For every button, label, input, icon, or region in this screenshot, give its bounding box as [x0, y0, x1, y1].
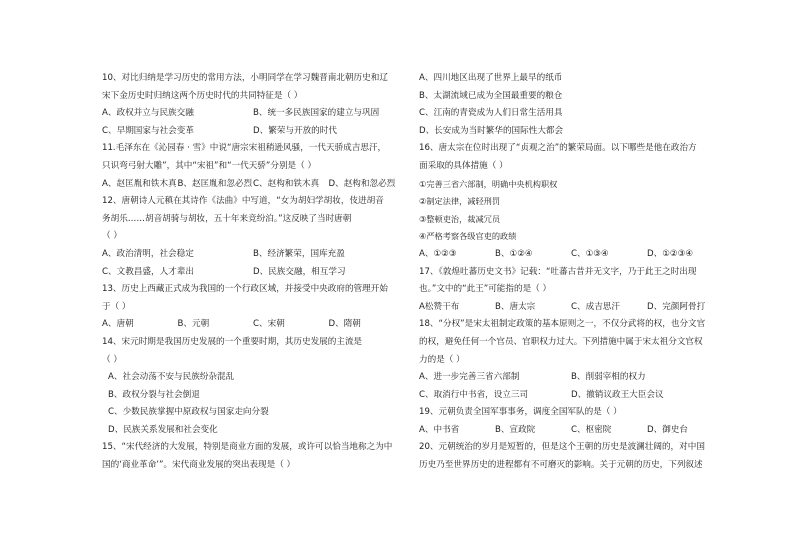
- question-17-option-a[interactable]: A松赞干布: [419, 301, 460, 312]
- question-12-option-d[interactable]: D、民族交融，相互学习: [253, 266, 346, 277]
- question-12-line-1: 12、唐朝诗人元稹在其诗作《法曲》中写道，“女为胡妇学胡妆，伎进胡音: [102, 196, 384, 207]
- question-10-option-d[interactable]: D、繁荣与开放的时代: [253, 125, 337, 136]
- question-16-options: [419, 246, 723, 264]
- question-19-option-a[interactable]: A、中书省: [419, 424, 460, 435]
- question-11-options: [102, 176, 404, 194]
- question-20-line-1: 20、元朝统治的岁月是短暂的，但是这个王朝的历史是波澜壮阔的，对中国: [419, 442, 705, 453]
- question-10-line-2: 宋下金历史时归纳这两个历史时代的共同特征是（ ）: [102, 90, 303, 101]
- question-17-option-b[interactable]: B、唐太宗: [495, 301, 536, 312]
- question-16-statement-3: ③整顿吏治，裁减冗员: [419, 213, 501, 224]
- question-10-option-b[interactable]: B、统一多民族国家的建立与巩固: [253, 108, 380, 119]
- question-17-line-1: 17、《敦煌吐蕃历史文书》记载：“吐蕃古昔并无文字，乃于此王之时出现: [419, 266, 697, 277]
- question-15-line-2: 国的‘商业革命’”。宋代商业发展的突出表现是（ ）: [102, 460, 296, 471]
- question-16-option-a[interactable]: A、①②③: [419, 248, 457, 259]
- question-19-line-1: 19、元朝负责全国军事事务，调度全国军队的是（ ）: [419, 407, 622, 418]
- question-18-line-3: 力的是（ ）: [419, 354, 465, 365]
- left-column: [102, 70, 404, 475]
- question-14-option-d[interactable]: D、民族关系发展和社会变化: [108, 424, 218, 435]
- question-11-option-a[interactable]: A、赵匡胤和铁木真: [102, 178, 177, 189]
- question-18-line-1: 18、“分权”是宋太祖制定政策的基本原则之一，不仅分武将的权，也分文官: [419, 319, 706, 330]
- question-14-line-2: （ ）: [102, 354, 122, 365]
- question-19-option-c[interactable]: C、枢密院: [571, 424, 612, 435]
- question-12-option-a[interactable]: A、政治清明，社会稳定: [102, 248, 194, 259]
- question-18-options-row-1: [419, 369, 723, 387]
- question-12-line-3: （ ）: [102, 231, 122, 242]
- question-18-options-row-2: [419, 387, 723, 405]
- question-19-options: [419, 422, 723, 440]
- question-10-line-1: 10、对比归纳是学习历史的常用方法，小明同学在学习魏晋南北朝历史和辽: [102, 73, 388, 83]
- question-12-option-b[interactable]: B、经济繁荣，国库充盈: [253, 248, 345, 259]
- question-13-option-b[interactable]: B、元朝: [177, 319, 210, 330]
- question-15-option-b[interactable]: B、太湖流域已成为全国最重要的粮仓: [419, 90, 563, 101]
- question-18-option-d[interactable]: D、撤销议政王大臣会议: [571, 389, 664, 400]
- question-13-options: [102, 316, 404, 334]
- question-19-option-d[interactable]: D、御史台: [647, 424, 688, 435]
- question-14-line-1: 14、宋元时期是我国历史发展的一个重要时期，其历史发展的主流是: [102, 336, 363, 347]
- question-16-option-d[interactable]: D、①②③④: [647, 248, 694, 259]
- question-15-option-c[interactable]: C、江南的青瓷成为人们日常生活用具: [419, 108, 563, 119]
- question-10-options-row-2: [102, 123, 404, 141]
- right-column: [419, 70, 723, 475]
- question-11-line-2: 只识弯弓射大雕”，其中“宋祖”和“一代天骄”分别是（ ）: [102, 160, 317, 171]
- question-14-option-b[interactable]: B、政权分裂与社会倒退: [108, 389, 200, 400]
- question-18-line-2: 的权，避免任何一个官员、官职权力过大。下列措施中属于宋太祖分文官权: [419, 336, 703, 347]
- question-19-option-b[interactable]: B、宣政院: [495, 424, 536, 435]
- question-18-option-c[interactable]: C、取消行中书省，设立三司: [419, 389, 529, 400]
- question-18-option-b[interactable]: B、削弱宰相的权力: [571, 372, 646, 383]
- question-11-option-c[interactable]: C、赵构和铁木真: [253, 178, 320, 189]
- question-12-options-row-1: [102, 246, 404, 264]
- question-17-option-d[interactable]: D、完颜阿骨打: [647, 301, 706, 312]
- question-11-option-b[interactable]: B、赵匡胤和忽必烈: [177, 178, 253, 189]
- question-13-option-c[interactable]: C、宋朝: [253, 319, 285, 330]
- question-12-options-row-2: [102, 264, 404, 282]
- question-18-option-a[interactable]: A、进一步完善三省六部制: [419, 372, 520, 383]
- question-15-line-1: 15、“宋代经济的大发展，特别是商业方面的发展，或许可以恰当地称之为中: [102, 442, 393, 453]
- question-17-options: [419, 299, 723, 317]
- question-10-options-row-1: [102, 105, 404, 123]
- question-16-option-c[interactable]: C、①③④: [571, 248, 609, 259]
- question-15-option-d[interactable]: D、长安成为当时繁华的国际性大都会: [419, 125, 564, 136]
- question-13-option-d[interactable]: D、隋朝: [328, 319, 361, 330]
- question-12-line-2: 务胡乐……胡音胡骑与胡妆，五十年来竞纷泊。”这反映了当时唐朝: [102, 213, 352, 224]
- question-16-line-1: 16、唐太宗在位时出现了“贞观之治”的繁荣局面。以下哪些是他在政治方: [419, 143, 697, 154]
- question-13-option-a[interactable]: A、唐朝: [102, 319, 134, 330]
- question-16-statement-1: ①完善三省六部制，明确中央机构职权: [419, 178, 558, 189]
- question-11-option-d[interactable]: D、赵构和忽必烈: [328, 178, 396, 189]
- question-17-option-c[interactable]: C、成吉思汗: [571, 301, 620, 312]
- question-14-option-a[interactable]: A、社会动荡不安与民族纷杂混乱: [108, 372, 235, 383]
- question-10-option-a[interactable]: A、政权并立与民族交融: [102, 108, 194, 119]
- question-16-option-b[interactable]: B、①②④: [495, 248, 533, 259]
- question-10-option-c[interactable]: C、早期国家与社会变革: [102, 125, 194, 136]
- question-13-line-1: 13、历史上西藏正式成为我国的一个行政区域，并接受中央政府的管理开始: [102, 284, 388, 295]
- question-11-line-1: 11.毛泽东在《沁园春 · 雪》中说“唐宗宋祖稍逊风骚，一代天骄成吉思汗，: [102, 143, 387, 154]
- question-12-option-c[interactable]: C、文教昌盛，人才辈出: [102, 266, 194, 277]
- question-20-line-2: 历史乃至世界历史的进程都有不可磨灭的影响。关于元朝的历史，下列叙述: [419, 460, 703, 471]
- question-16-statement-2: ②制定法律，减轻刑罚: [419, 196, 501, 207]
- question-16-statement-4: ④严格考察各级官吏的政绩: [419, 231, 517, 242]
- question-16-line-2: 面采取的具体措施（ ）: [419, 160, 508, 171]
- question-15-option-a[interactable]: A、四川地区出现了世界上最早的纸币: [419, 73, 563, 83]
- question-14-option-c[interactable]: C、少数民族掌握中原政权与国家走向分裂: [108, 407, 269, 418]
- question-13-line-2: 于（ ）: [102, 301, 131, 312]
- question-17-line-2: 也。”文中的“此王”可能指的是（ ）: [419, 284, 552, 295]
